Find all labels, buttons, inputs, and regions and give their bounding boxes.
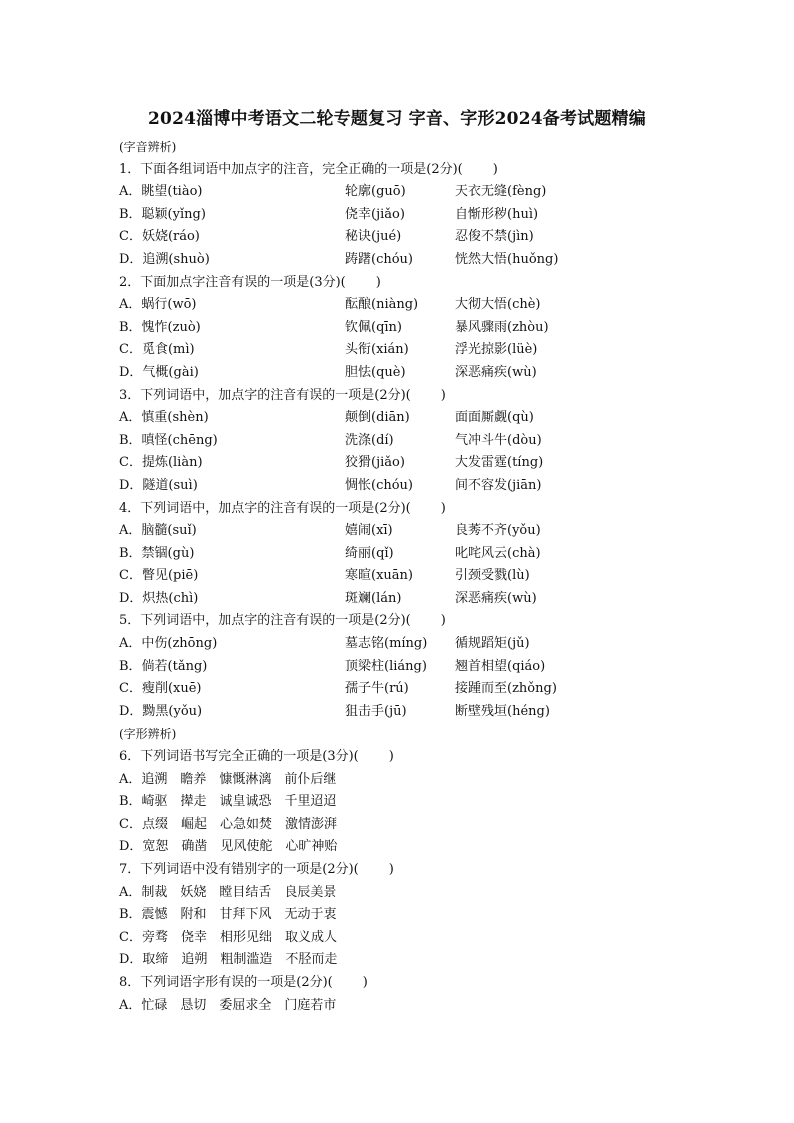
option-row [119,452,719,475]
option-word-3: 自惭形秽(huì) [455,206,539,222]
option-row [119,701,719,724]
option-word-3: 间不容发(jiān) [455,477,542,493]
option-word-2: 胆怯(què) [345,364,406,380]
option-word-1: A．蜗行(wō) [119,297,197,313]
question-text: 7．下列词语中没有错别字的一项是(2分)( [119,862,359,877]
option-word-2: 钦佩(qīn) [345,319,402,335]
option-row [119,181,719,204]
option-word-2: 轮廓(guō) [345,184,406,200]
option-row [119,294,719,317]
option-word-1: B．倘若(tǎng) [119,658,208,674]
question-stem [119,859,719,882]
option-row [119,678,719,701]
option-word-2: 顶梁柱(liáng) [345,658,427,674]
question-text: 8．下列词语字形有误的一项是(2分)( [119,974,333,990]
option-row [119,520,719,543]
option-row [119,543,719,566]
option-row: D．宽恕 确凿 见风使舵 心旷神贻 [119,839,338,855]
option-word-1: B．愧怍(zuò) [119,319,201,335]
question-text: 1．下面各组词语中加点字的注音，完全正确的一项是(2分)( [119,161,463,177]
option-word-1: C．提炼(liàn) [119,455,203,471]
option-word-1: D．黝黑(yǒu) [119,703,203,719]
question-text: 2．下面加点字注音有误的一项是(3分)( [119,274,346,290]
option-word-3: 气冲斗牛(dòu) [455,432,542,448]
option-word-2: 斑斓(lán) [345,590,402,606]
paren-close: ) [440,613,446,629]
option-word-1: C．瘦削(xuē) [119,681,202,697]
option-word-3: 面面厮觑(qù) [455,410,534,426]
paren-close: ) [492,161,498,177]
option-word-3: 暴风骤雨(zhòu) [455,319,549,335]
option-word-3: 浮光掠影(lüè) [455,342,538,358]
section-label-form: (字形辨析) [119,727,177,742]
option-row [119,249,719,272]
option-row: A．制裁 妖娆 瞠目结舌 良辰美景 [119,884,337,900]
option-row [119,633,719,656]
option-word-3: 断壁残垣(héng) [455,703,550,719]
option-word-2: 侥幸(jiǎo) [345,206,405,222]
paren-close: ) [440,387,446,403]
option-word-2: 绮丽(qǐ) [345,545,394,561]
option-word-1: B．禁锢(gù) [119,545,195,561]
option-word-3: 天衣无缝(fèng) [455,184,547,200]
option-word-2: 寒暄(xuān) [345,568,413,584]
option-word-1: D．隧道(suì) [119,477,198,493]
option-row: A．忙碌 恳切 委屈求全 门庭若市 [119,997,337,1013]
option-word-1: D．气概(gài) [119,364,199,380]
option-word-3: 循规蹈矩(jǔ) [455,636,530,652]
option-word-3: 良莠不齐(yǒu) [455,523,541,539]
option-row [119,588,719,611]
option-word-1: C．妖娆(ráo) [119,229,200,245]
question-list [119,136,719,1017]
option-row [119,475,719,498]
option-row [119,565,719,588]
option-word-1: A．慎重(shèn) [119,410,209,426]
option-word-2: 洗涤(dí) [345,432,394,448]
option-row [119,407,719,430]
question-text: 4．下列词语中，加点字的注音有误的一项是(2分)( [119,500,411,516]
option-word-1: D．炽热(chì) [119,590,199,606]
option-word-1: D．追溯(shuò) [119,251,210,267]
question-stem [119,498,719,521]
option-word-2: 嬉闹(xī) [345,523,393,539]
option-row [119,226,719,249]
paren-close: ) [388,749,394,765]
option-row: A．追溯 瞻养 慷慨淋漓 前仆后继 [119,771,337,787]
option-word-1: A．中伤(zhōng) [119,636,218,652]
option-word-2: 头衔(xián) [345,342,409,358]
question-stem [119,972,719,995]
option-word-3: 叱咤风云(chà) [455,545,541,561]
option-word-2: 酝酿(niàng) [345,297,419,313]
option-word-3: 接踵而至(zhǒng) [455,681,557,697]
question-text: 3．下列词语中，加点字的注音有误的一项是(2分)( [119,387,411,403]
option-word-3: 深恶痛疾(wù) [455,364,537,380]
option-row: C．旁骛 侥幸 相形见绌 取义成人 [119,929,337,945]
option-row [119,339,719,362]
option-row [119,204,719,227]
page-title: 2024淄博中考语文二轮专题复习 字音、字形2024备考试题精编 [148,109,646,129]
option-row [119,656,719,679]
option-word-1: C．瞥见(piē) [119,568,199,584]
option-row: D．取缔 追朔 粗制滥造 不胫而走 [119,952,338,968]
option-row: B．崎驱 撵走 诚皇诚恐 千里迢迢 [119,794,337,810]
option-word-3: 忍俊不禁(jìn) [455,229,534,245]
option-word-2: 踌躇(chóu) [345,251,413,267]
option-word-2: 狙击手(jū) [345,703,407,719]
option-word-2: 颠倒(diān) [345,410,410,426]
paren-close: ) [440,500,446,516]
option-word-3: 引颈受戮(lù) [455,568,530,584]
option-word-3: 深恶痛疾(wù) [455,590,537,606]
paren-close: ) [362,974,368,990]
question-text: 5．下列词语中，加点字的注音有误的一项是(2分)( [119,613,411,629]
option-word-3: 大彻大悟(chè) [455,297,541,313]
option-word-1: B．嗔怪(chēng) [119,432,218,448]
option-word-1: A．脑髓(suǐ) [119,523,197,539]
paren-close: ) [375,274,381,290]
option-row [119,317,719,340]
option-word-2: 墓志铭(míng) [345,636,428,652]
question-stem [119,272,719,295]
option-word-3: 恍然大悟(huǒng) [455,251,559,267]
option-word-3: 翘首相望(qiáo) [455,658,546,674]
option-row: C．点缀 崛起 心急如焚 激情澎湃 [119,816,337,832]
option-word-2: 秘诀(jué) [345,229,402,245]
option-word-3: 大发雷霆(tíng) [455,455,544,471]
question-stem [119,610,719,633]
option-word-2: 孺子牛(rú) [345,681,409,697]
option-row [119,430,719,453]
option-word-2: 狡猾(jiǎo) [345,455,405,471]
question-stem [119,159,719,182]
option-word-1: C．觅食(mì) [119,342,195,358]
question-text: 6．下列词语书写完全正确的一项是(3分)( [119,749,359,765]
section-label-pronunciation: (字音辨析) [119,140,177,154]
question-stem [119,746,719,769]
option-word-2: 惆怅(chóu) [345,477,413,493]
option-word-1: B．聪颖(yǐng) [119,206,206,222]
question-stem [119,385,719,408]
paren-close: ) [388,862,394,877]
option-row: B．震憾 附和 甘拜下风 无动于衷 [119,907,337,923]
option-row [119,362,719,385]
option-word-1: A．眺望(tiào) [119,184,203,200]
